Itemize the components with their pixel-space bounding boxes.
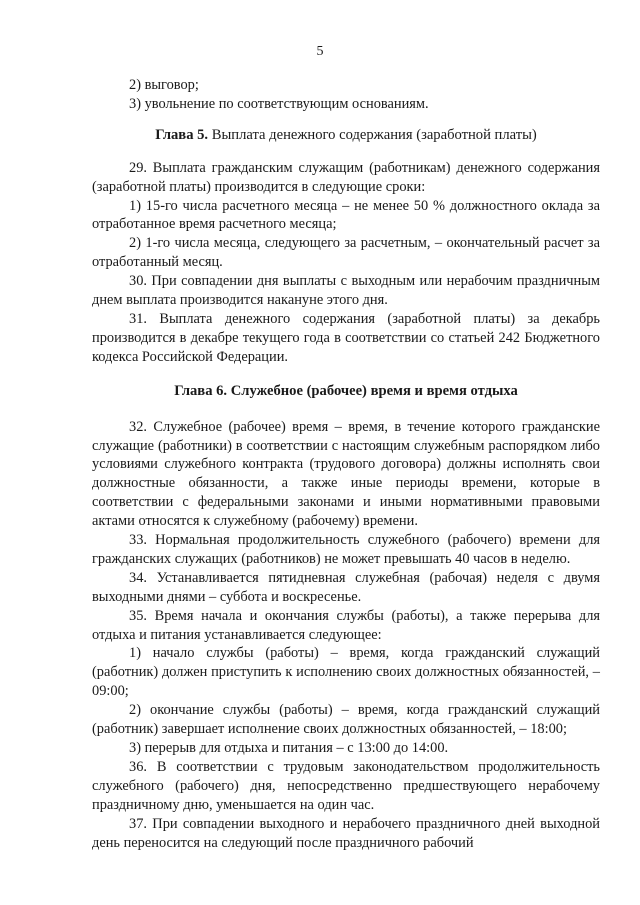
chapter-6-heading <box>92 382 600 401</box>
paragraph-29: 29. Выплата гражданским служащим (работникам) денежного содержания (заработной платы) производится в следующие сроки: <box>92 159 600 195</box>
chapter-5-label: Глава 5. <box>155 126 209 143</box>
paragraph-37: 37. При совпадении выходного и нерабочего праздничного дней выходной день переносится на следующий после праздничного рабочий <box>92 815 600 851</box>
paragraph-35: 35. Время начала и окончания службы (работы), а также перерыва для отдыха и питания устанавливается следующее: <box>92 607 600 643</box>
chapter-6-title: Служебное (рабочее) время и время отдыха <box>230 382 518 399</box>
list-item: 1) начало службы (работы) – время, когда гражданский служащий (работник) должен приступить к исполнению своих должностных обязанностей, – 09:00; <box>92 645 600 700</box>
list-item: 3) перерыв для отдыха и питания – с 13:00 до 14:00. <box>129 740 449 756</box>
list-item: 2) окончание службы (работы) – время, когда гражданский служащий (работник) завершает исполнение своих должностных обязанностей, – 18:00; <box>92 702 600 738</box>
list-item: 2) 1-го числа месяца, следующего за расчетным, – окончательный расчет за отработанный месяц. <box>92 235 600 271</box>
paragraph-31: 31. Выплата денежного содержания (заработной платы) за декабрь производится в декабре текущего года в соответствии со статьей 242 Бюджетного кодекса Российской Федерации. <box>92 310 600 365</box>
page-number: 5 <box>316 44 324 59</box>
list-item: 1) 15-го числа расчетного месяца – не менее 50 % должностного оклада за отработанное время расчетного месяца; <box>92 197 600 233</box>
chapter-5-heading <box>92 126 600 145</box>
paragraph-33: 33. Нормальная продолжительность служебного (рабочего) времени для гражданских служащих (работников) не может превышать 40 часов в неделю. <box>92 532 600 567</box>
list-item: 2) выговор; <box>129 77 199 93</box>
document-body <box>92 76 600 852</box>
paragraph-36: 36. В соответствии с трудовым законодательством продолжительность служебного (рабочего) дня, непосредственно предшествующего нерабочему праздничному дню, уменьшается на один час. <box>92 758 600 813</box>
paragraph-32: 32. Служебное (рабочее) время – время, в течение которого гражданские служащие (работники) в соответствии с настоящим служебным распорядком либо условиями служебного контракта (трудового договора) должны исполнять свои должностные обязанности, а также иные периоды времени, которые в соответствии с федеральными законами и иными нормативными правовыми актами относятся к служебному (рабочему) времени. <box>92 418 600 530</box>
list-item: 3) увольнение по соответствующим основаниям. <box>129 95 429 112</box>
chapter-6-label: Глава 6. <box>174 382 228 399</box>
chapter-5-title: Выплата денежного содержания (заработной платы) <box>211 126 537 143</box>
paragraph-30: 30. При совпадении дня выплаты с выходным или нерабочим праздничным днем выплата производится накануне этого дня. <box>92 273 600 309</box>
paragraph-34: 34. Устанавливается пятидневная служебная (рабочая) неделя с двумя выходными днями – суббота и воскресенье. <box>92 569 600 605</box>
